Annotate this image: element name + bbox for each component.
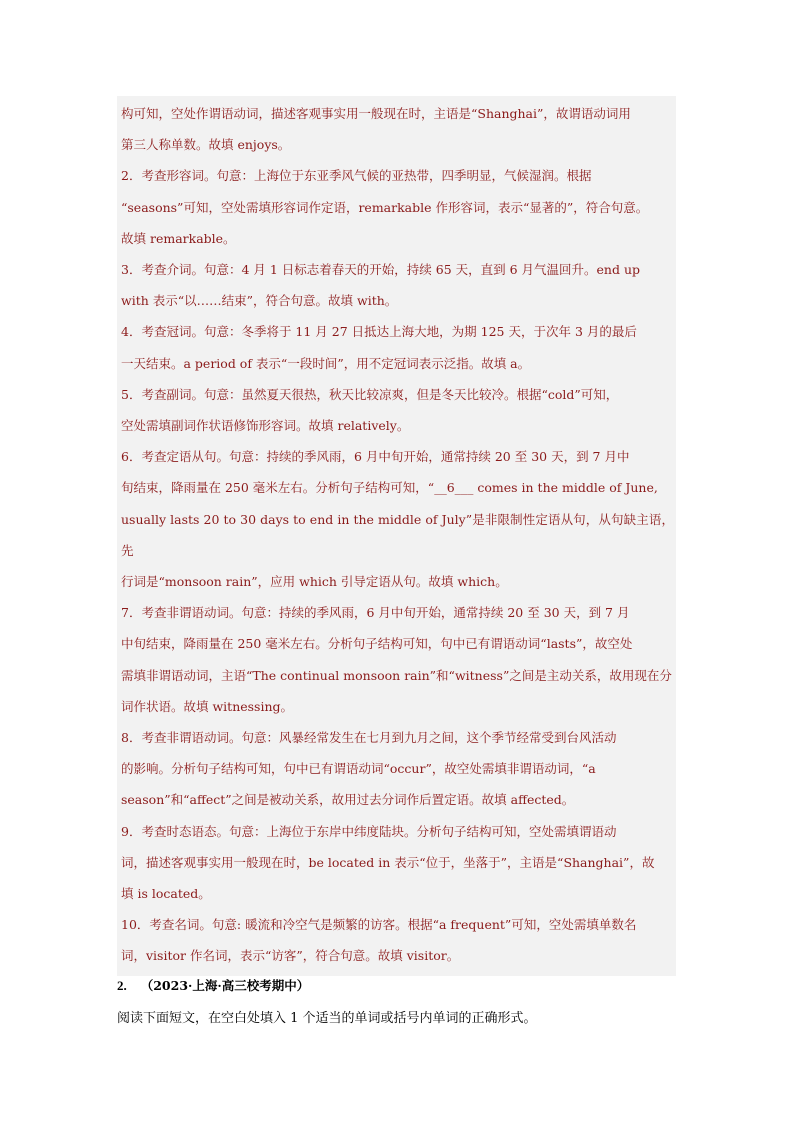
- answer-line: 词，visitor 作名词，表示“访客”，符合句意。故填 visitor。: [121, 948, 460, 964]
- answer-line: 构可知，空处作谓语动词，描述客观事实用一般现在时，主语是“Shanghai”，故谓语动词用: [121, 106, 631, 121]
- answer-item: [121, 98, 674, 160]
- answer-line: 6．考查定语从句。句意：持续的季风雨，6 月中旬开始，通常持续 20 至 30 天，到 7 月中: [121, 449, 630, 465]
- answer-item: [121, 597, 674, 722]
- answer-line: 填 is located。: [121, 886, 211, 902]
- answer-item: [121, 441, 674, 597]
- answer-line: 3．考查介词。句意：4 月 1 日标志着春天的开始，持续 65 天，直到 6 月气温回升。end up: [121, 262, 641, 278]
- answer-line: 中旬结束，降雨量在 250 毫米左右。分析句子结构可知，句中已有谓语动词“lasts”，故空处: [121, 636, 633, 652]
- answer-line: “seasons”可知，空处需填形容词作定语，remarkable 作形容词，表示“显著的”，符合句意。: [121, 199, 649, 215]
- answer-line: 第三人称单数。故填 enjoys。: [121, 137, 291, 153]
- answer-line: 旬结束，降雨量在 250 毫米左右。分析句子结构可知，“__6___ comes in the middle of June,: [121, 480, 658, 496]
- answer-item: [121, 722, 674, 816]
- answer-line: usually lasts 20 to 30 days to end in the middle of July”是非限制性定语从句，从句缺主语，先: [121, 511, 674, 558]
- answer-line: 7．考查非谓语动词。句意：持续的季风雨，6 月中旬开始，通常持续 20 至 30 天，到 7 月: [121, 605, 630, 621]
- answer-line: 故填 remarkable。: [121, 230, 236, 246]
- answer-line: 9．考查时态语态。句意：上海位于东岸中纬度陆块。分析句子结构可知，空处需填谓语动: [121, 823, 617, 839]
- answer-line: 的影响。分析句子结构可知，句中已有谓语动词“occur”，故空处需填非谓语动词，“a: [121, 761, 596, 777]
- answer-line: 2．考查形容词。句意：上海位于东亚季风气候的亚热带，四季明显，气候湿润。根据: [121, 168, 592, 184]
- answer-line: 词作状语。故填 witnessing。: [121, 698, 294, 714]
- answer-line: 10．考查名词。句意: 暖流和冷空气是频繁的访客。根据“a frequent”可知，空处需填单数名: [121, 917, 637, 933]
- answer-explanation-block: [117, 96, 676, 976]
- answer-item: [121, 316, 674, 378]
- answer-item: [121, 254, 674, 316]
- answer-line: 空处需填副词作状语修饰形容词。故填 relatively。: [121, 418, 410, 434]
- answer-line: 词，描述客观事实用一般现在时，be located in 表示“位于，坐落于”，主语是“Shanghai”，故: [121, 854, 655, 870]
- answer-line: 5．考查副词。句意：虽然夏天很热，秋天比较凉爽，但是冬天比较冷。根据“cold”可知，: [121, 386, 619, 402]
- answer-line: 4．考查冠词。句意：冬季将于 11 月 27 日抵达上海大地，为期 125 天，于次年 3 月的最后: [121, 324, 637, 340]
- answer-line: 需填非谓语动词，主语“The continual monsoon rain”和“witness”之间是主动关系，故用现在分: [121, 667, 672, 683]
- question-instruction: 阅读下面短文，在空白处填入 1 个适当的单词或括号内单词的正确形式。: [117, 1011, 537, 1026]
- answer-item: [121, 816, 674, 910]
- question-number: 2.: [117, 978, 127, 993]
- answer-line: 一天结束。a period of 表示“一段时间”，用不定冠词表示泛指。故填 a。: [121, 355, 531, 371]
- answer-line: with 表示“以……结束”，符合句意。故填 with。: [121, 293, 398, 309]
- answer-line: 8．考查非谓语动词。句意：风暴经常发生在七月到九月之间，这个季节经常受到台风活动: [121, 730, 617, 746]
- answer-line: 行词是“monsoon rain”，应用 which 引导定语从句。故填 which。: [121, 574, 508, 590]
- answer-line: season”和“affect”之间是被动关系，故用过去分词作后置定语。故填 affected。: [121, 792, 575, 808]
- answer-item: [121, 160, 674, 254]
- answer-item: [121, 909, 674, 971]
- question-2-header: [117, 975, 677, 997]
- answer-item: [121, 379, 674, 441]
- question-source: （2023·上海·高三校考期中）: [140, 978, 310, 993]
